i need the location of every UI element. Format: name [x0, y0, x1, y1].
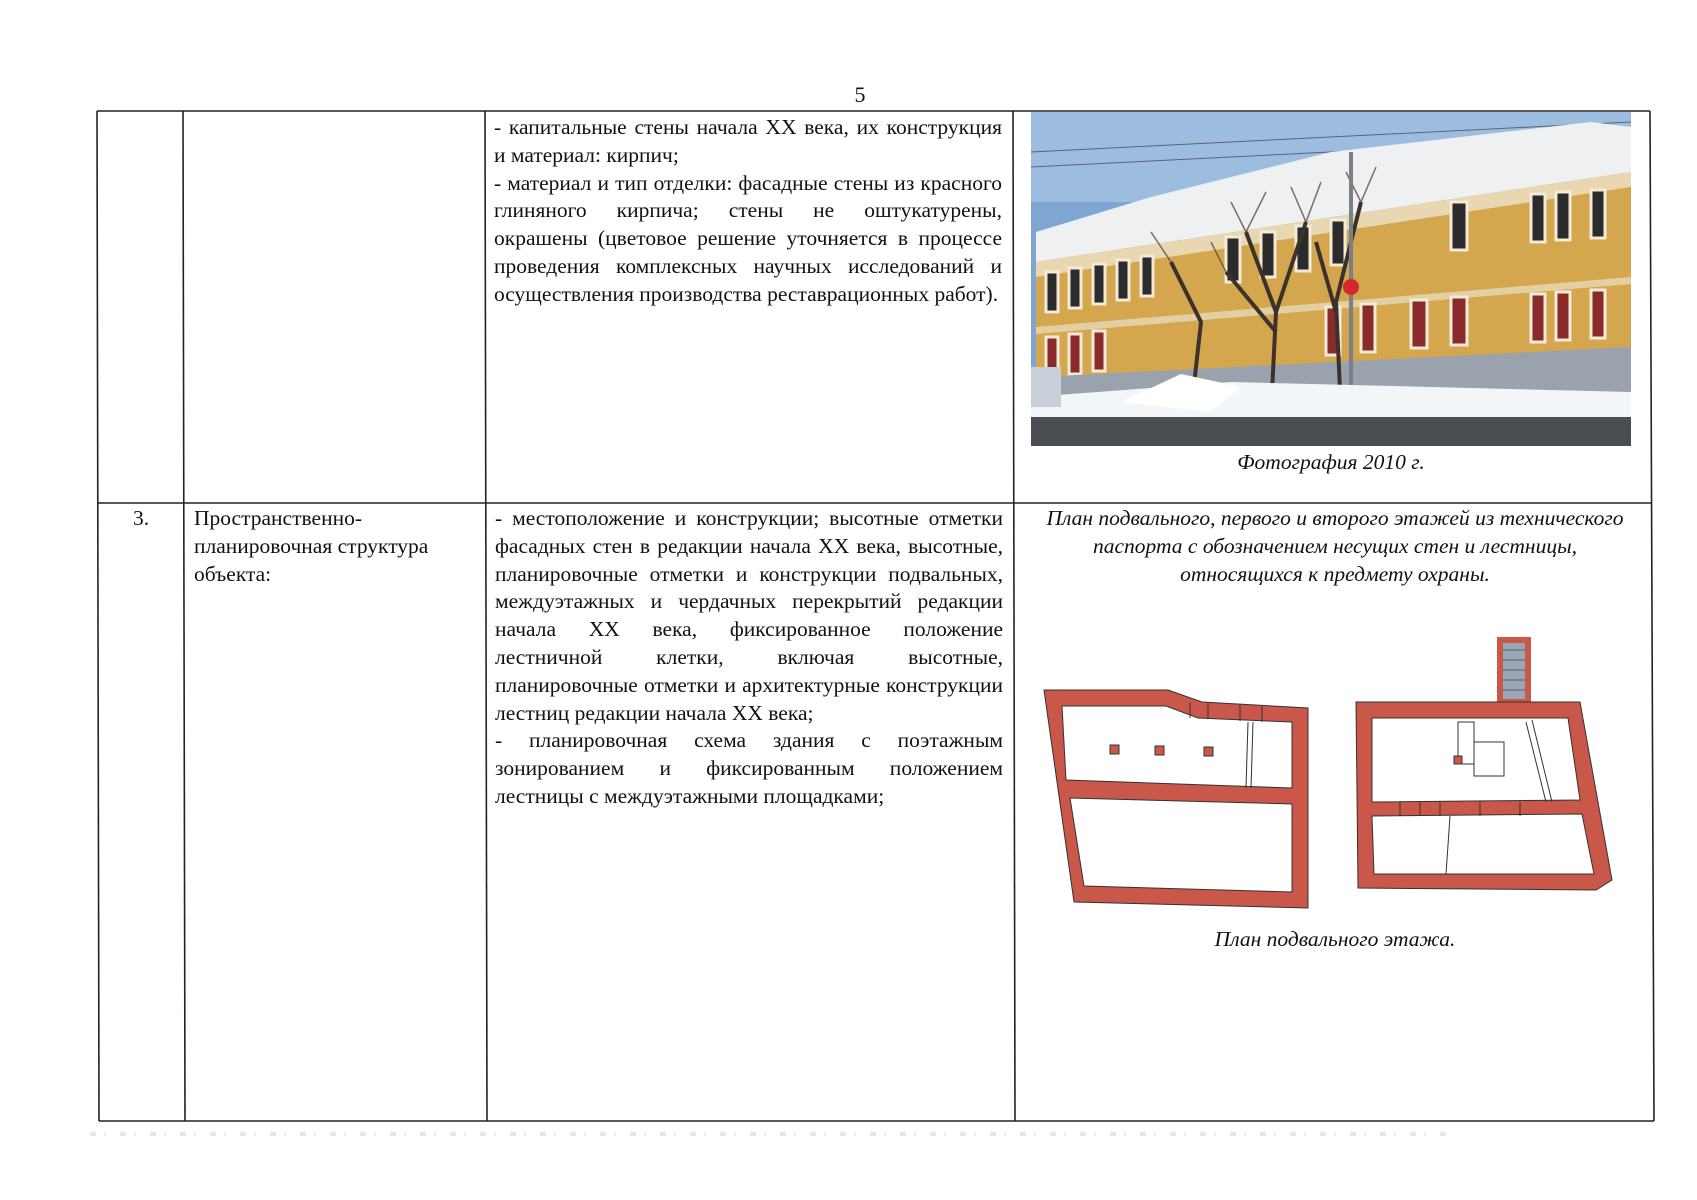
photo-caption: Фотография 2010 г. [1237, 450, 1425, 474]
left-block-plan [1044, 690, 1308, 908]
plan-caption: План подвального этажа. [1214, 927, 1456, 951]
col-divider-1 [183, 111, 185, 1121]
table-right-border [1650, 111, 1654, 1121]
page-number: 5 [854, 82, 866, 107]
staircase [1500, 640, 1528, 702]
row2-paragraph-1: - местоположение и конструкции; высотные отметки фасадных стен в редакции начала XX века, высотные, планировочные отметки и конструкции подвальных, междуэтажных и чердачных перекрытий редакции начала XX века, фиксированное положение лестничной клетки, включая высотные, планировочные отметки и архитектурные конструкции лестниц редакции начала XX века; [495, 506, 1003, 725]
col-divider-2 [485, 111, 487, 1121]
col-divider-3 [1013, 111, 1015, 1121]
table-left-border [97, 111, 99, 1121]
row1-paragraph-1: - капитальные стены начала XX века, их конструкция и материал: кирпич; [494, 115, 1002, 167]
scan-artifact-line [90, 1132, 1450, 1136]
basement-floor-plan [1040, 630, 1640, 920]
row1-description [494, 114, 1002, 309]
plan-heading: План подвального, первого и второго этажей из технического паспорта с обозначением несущих стен и лестницы, относящихся к предмету охраны. [1046, 506, 1624, 586]
row2-number: 3. [132, 506, 150, 530]
row2-description [495, 505, 1003, 811]
building-photo [1031, 112, 1631, 446]
row2-paragraph-2: - планировочная схема здания с поэтажным зонированием и фиксированным положением лестницы с междуэтажными площадками; [495, 728, 1003, 808]
row2-title: Пространственно-планировочная структура объекта: [194, 506, 429, 586]
right-block-plan [1356, 640, 1612, 890]
row1-paragraph-2: - материал и тип отделки: фасадные стены из красного глиняного кирпича; стены не оштукатурены, окрашены (цветовое решение уточняется в процессе проведения комплексных научных исследований и осуществления производства реставрационных работ). [494, 170, 1002, 306]
